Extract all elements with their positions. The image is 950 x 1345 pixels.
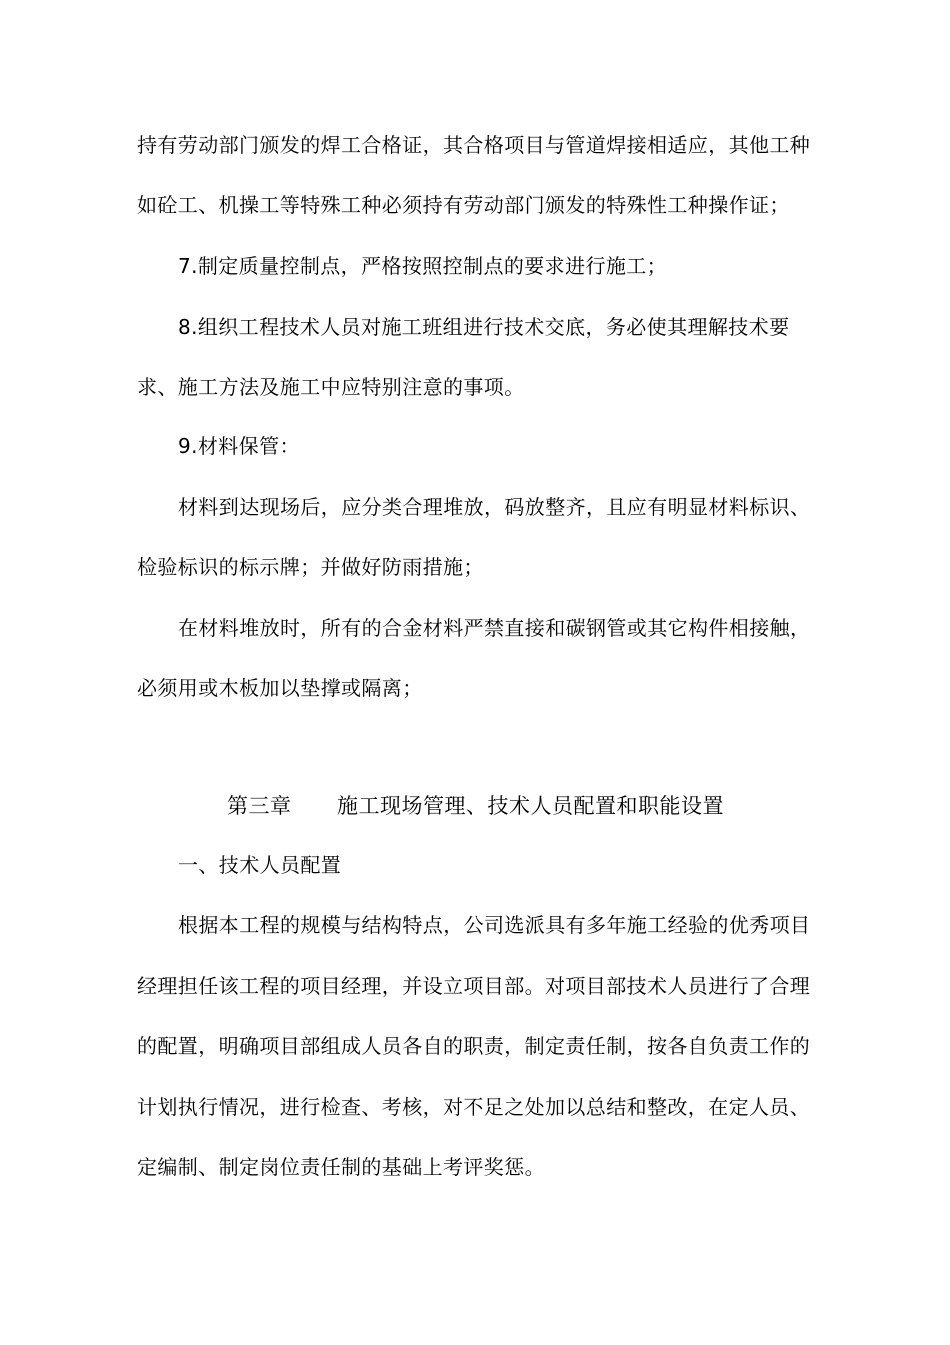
list-item-7: 7.制定质量控制点，严格按照控制点的要求进行施工；: [178, 254, 668, 278]
text-line: 必须用或木板加以垫撑或隔离；: [137, 676, 423, 700]
body-line: 定编制、制定岗位责任制的基础上考评奖惩。: [137, 1155, 545, 1179]
text-line: 在材料堆放时，所有的合金材料严禁直接和碳钢管或其它构件相接触，: [178, 616, 811, 640]
text-line: 材料到达现场后，应分类合理堆放，码放整齐，且应有明显材料标识、: [178, 495, 811, 519]
text-line: 求、施工方法及施工中应特别注意的事项。: [137, 375, 525, 399]
text-line: 持有劳动部门颁发的焊工合格证，其合格项目与管道焊接相适应，其他工种: [137, 133, 811, 157]
section-title: 一、技术人员配置: [178, 853, 342, 877]
list-item-9: 9.材料保管：: [178, 434, 300, 458]
chapter-number: 第三章: [227, 794, 292, 818]
list-item-8: 8.组织工程技术人员对施工班组进行技术交底，务必使其理解技术要: [178, 315, 790, 339]
body-line: 计划执行情况，进行检查、考核，对不足之处加以总结和整改，在定人员、: [137, 1095, 811, 1119]
body-line: 的配置，明确项目部组成人员各自的职责，制定责任制，按各自负责工作的: [137, 1034, 811, 1058]
text-line: 如砼工、机操工等特殊工种必须持有劳动部门颁发的特殊性工种操作证；: [137, 193, 790, 217]
body-line: 经理担任该工程的项目经理，并设立项目部。对项目部技术人员进行了合理: [137, 974, 811, 998]
body-line: 根据本工程的规模与结构特点，公司选派具有多年施工经验的优秀项目: [178, 913, 811, 937]
chapter-title: 施工现场管理、技术人员配置和职能设置: [337, 794, 724, 818]
text-line: 检验标识的标示牌；并做好防雨措施；: [137, 555, 484, 579]
